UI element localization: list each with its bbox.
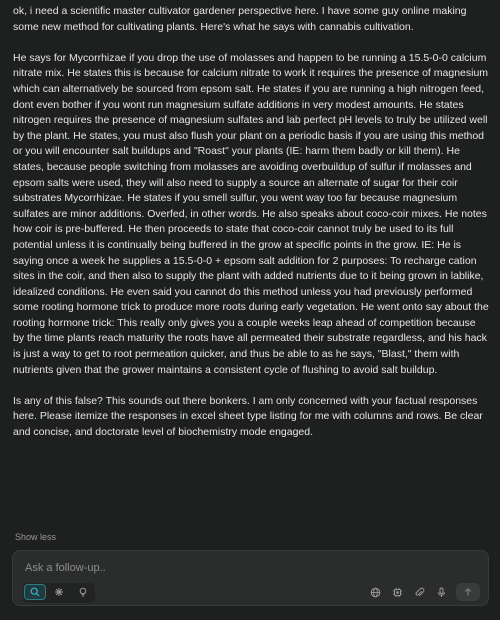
cpu-icon [392,587,403,598]
voice-button[interactable] [434,585,448,599]
message-paragraph-2: He says for Mycorrhizae if you drop the use of molasses and happen to be running a 15.5-0-0 calcium nitrate mix. He states this is because for calcium nitrate to work it requires the presence of magnesium which can alternatively be sourced from epsom salt. He states if you are running a high nitrogen feed, dont even bother if you wont run magnesium sulfate additions in very modest amounts. He states nitrogen requires the presence of magnesium sulfates and lab perfect pH levels to truly be utilized well by the plant. He states, you must also flush your plant on a periodic basis if you are using this method or you will encounter salt buildups and "Roast" your plants (IE: harm them badly or kill them). He states, because people switching from molasses are avoiding overbuildup of sulfur if molasses and epsom salts were used, they will also need to supply a source an alternate of sugar for their coir substrates Mycorrhizae. He states if you smell sulfur, you went way too far because magnesium sulfates are minor additions. Overfed, in other words. He also speaks about coco-coir mixes. He notes how coir is pre-buffered. He then proceeds to state that coco-coir cannot truly be used to its full potential unless it is continually being buffered in the grow at specific points in the grow. IE: He is saying once a week he supplies a 15.5-0-0 + epsom salt addition for 2 purposes: To recharge cation sites in the coir, and then also to supply the plant with added nutrients due to it being grown in lablike, idealized conditions. He even said you cannot do this method unless you had previously performed some rooting hormone trick to produce more roots during early vegetation. He went onto say about the rooting hormone trick: This really only gives you a couple weeks leap ahead of competition because by the time plants reach maturity the roots have all permeated their substrate regardless, and his hack is just a way to get to root permeation quicker, and thus be able to as he says, "Blast," them with nutrients given that the grower maintains a consistent cycle of flushing to avoid salt buildup. [13,51,489,376]
globe-icon [370,587,381,598]
message-paragraph-1: ok, i need a scientific master cultivator gardener perspective here. I have some guy online making some new method for cultivating plants. Here's what he says with cannabis cultivation. [13,5,467,33]
user-message [13,4,489,441]
follow-up-composer [12,550,489,606]
follow-up-input[interactable] [23,559,467,577]
search-mode-button[interactable] [24,584,46,600]
reasoning-mode-button[interactable] [72,584,94,600]
model-button[interactable] [390,585,404,599]
arrow-up-icon [463,587,473,597]
globe-button[interactable] [368,585,382,599]
lightbulb-icon [78,587,88,597]
composer-tools [368,583,480,601]
research-mode-button[interactable] [48,584,70,600]
sparkle-icon [54,587,64,597]
paperclip-icon [414,587,425,598]
message-paragraph-3: Is any of this false? This sounds out there bonkers. I am only concerned with your factual responses here. Please itemize the responses in excel sheet type listing for me with columns and rows. Be clear and concise, and doctorate level of biochemistry mode engaged. [13,394,483,439]
show-less-button[interactable]: Show less [15,532,57,542]
attach-button[interactable] [412,585,426,599]
mode-selector [23,583,95,603]
send-button[interactable] [456,583,480,601]
search-icon [30,587,40,597]
microphone-icon [436,587,447,598]
